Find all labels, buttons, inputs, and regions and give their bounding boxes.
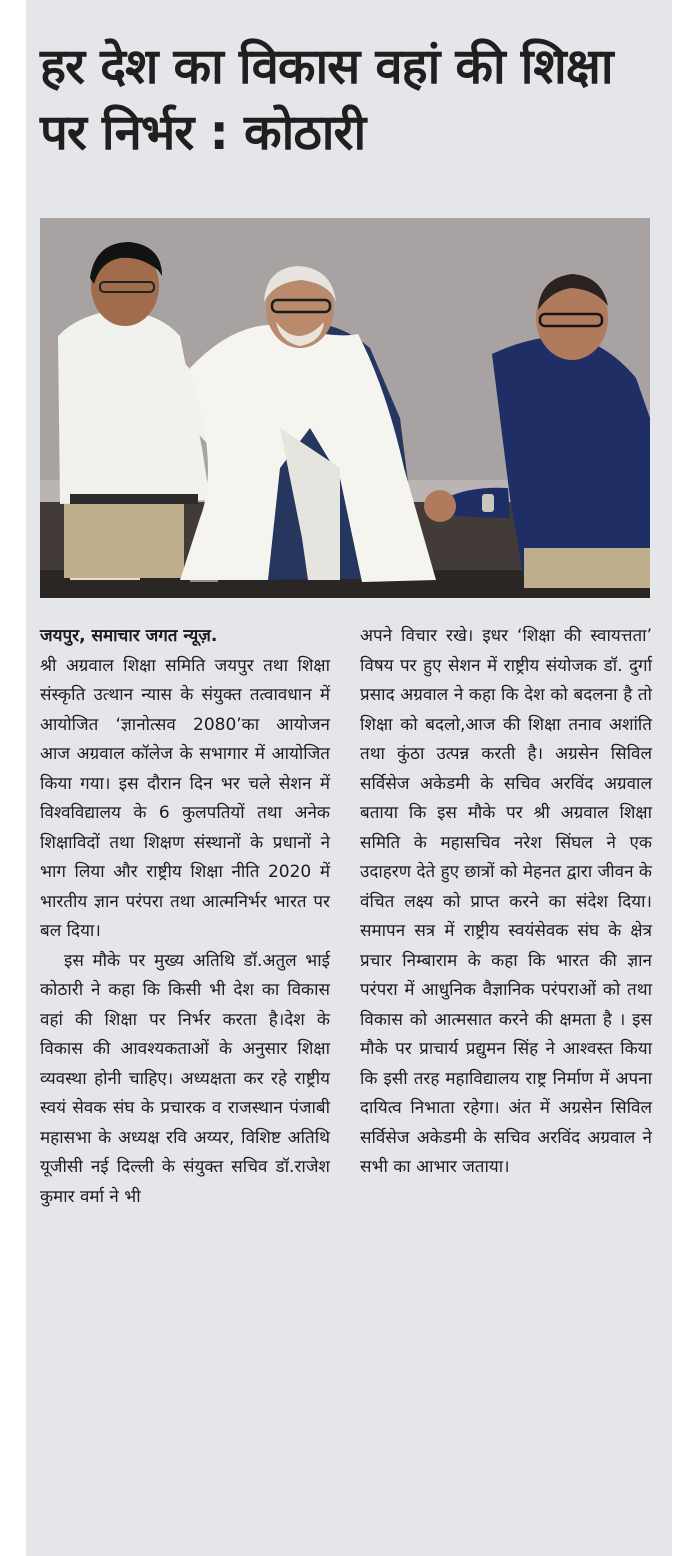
article-dateline: जयपुर, समाचार जगत न्यूज़. [40,626,218,646]
photo-felicitation-illustration [40,218,650,598]
article-paragraph: अपने विचार रखे। इधर ‘शिक्षा की स्वायत्तता’ विषय पर हुए सेशन में राष्ट्रीय संयोजक डॉ. दुर्गा प्रसाद अग्रवाल ने कहा कि देश को बदलना है तो शिक्षा को बदलो,आज की शिक्षा तनाव अशांति तथा कुंठा उत्पन्न करती है। अग्रसेन सिविल सर्विसेज अकेडमी के सचिव अरविंद अग्रवाल बताया कि इस मौके पर श्री अग्रवाल शिक्षा समिति के महासचिव नरेश सिंघल ने एक उदाहरण देते हुए छात्रों को मेहनत द्वारा जीवन के वंचित लक्ष्य को प्राप्त करने का संदेश दिया। समापन सत्र में राष्ट्रीय स्वयंसेवक संघ के क्षेत्र प्रचार निम्बाराम के कहा कि भारत की ज्ञान परंपरा में आधुनिक वैज्ञानिक परंपराओं को तथा विकास को आत्मसात करने की क्षमता है । इस मौके पर प्राचार्य प्रद्युमन सिंह ने आश्वस्त किया कि इसी तरह महाविद्यालय राष्ट्र निर्माण में अपना दायित्व निभाता रहेगा। अंत में अग्रसेन सिविल सर्विसेज अकेडमी के सचिव अरविंद अग्रवाल ने सभी का आभार जताया। [360,626,652,1177]
article-paragraph: इस मौके पर मुख्य अतिथि डॉ.अतुल भाई कोठारी ने कहा कि किसी भी देश का विकास वहां की शिक्षा पर निर्भर करता है।देश के विकास की आवश्यकताओं के अनुसार शिक्षा व्यवस्था होनी चाहिए। अध्यक्षता कर रहे राष्ट्रीय स्वयं सेवक संघ के प्रचारक व राजस्थान पंजाबी महासभा के अध्यक्ष रवि अय्यर, विशिष्ट अतिथि यूजीसी नई दिल्ली के संयुक्त सचिव डॉ.राजेश कुमार वर्मा ने भी [40,950,330,1207]
news-photo [40,218,650,598]
article-paragraph: श्री अग्रवाल शिक्षा समिति जयपुर तथा शिक्षा संस्कृति उत्थान न्यास के संयुक्त तत्वावधान में आयोजित ‘ज्ञानोत्सव 2080’का आयोजन आज अग्रवाल कॉलेज के सभागार में आयोजित किया गया। इस दौरान दिन भर चले सेशन में विश्वविद्यालय के 6 कुलपतियों तथा अनेक शिक्षाविदों तथा शिक्षण संस्थानों के प्रधानों ने भाग लिया और राष्ट्रीय शिक्षा नीति 2020 में भारतीय ज्ञान परंपरा तथा आत्मनिर्भर भारत पर बल दिया। [40,655,330,941]
article-column-right [360,622,652,1183]
article-headline: हर देश का विकास वहां की शिक्षा पर निर्भर : कोठारी [40,38,613,161]
article-column-left [40,622,330,1212]
